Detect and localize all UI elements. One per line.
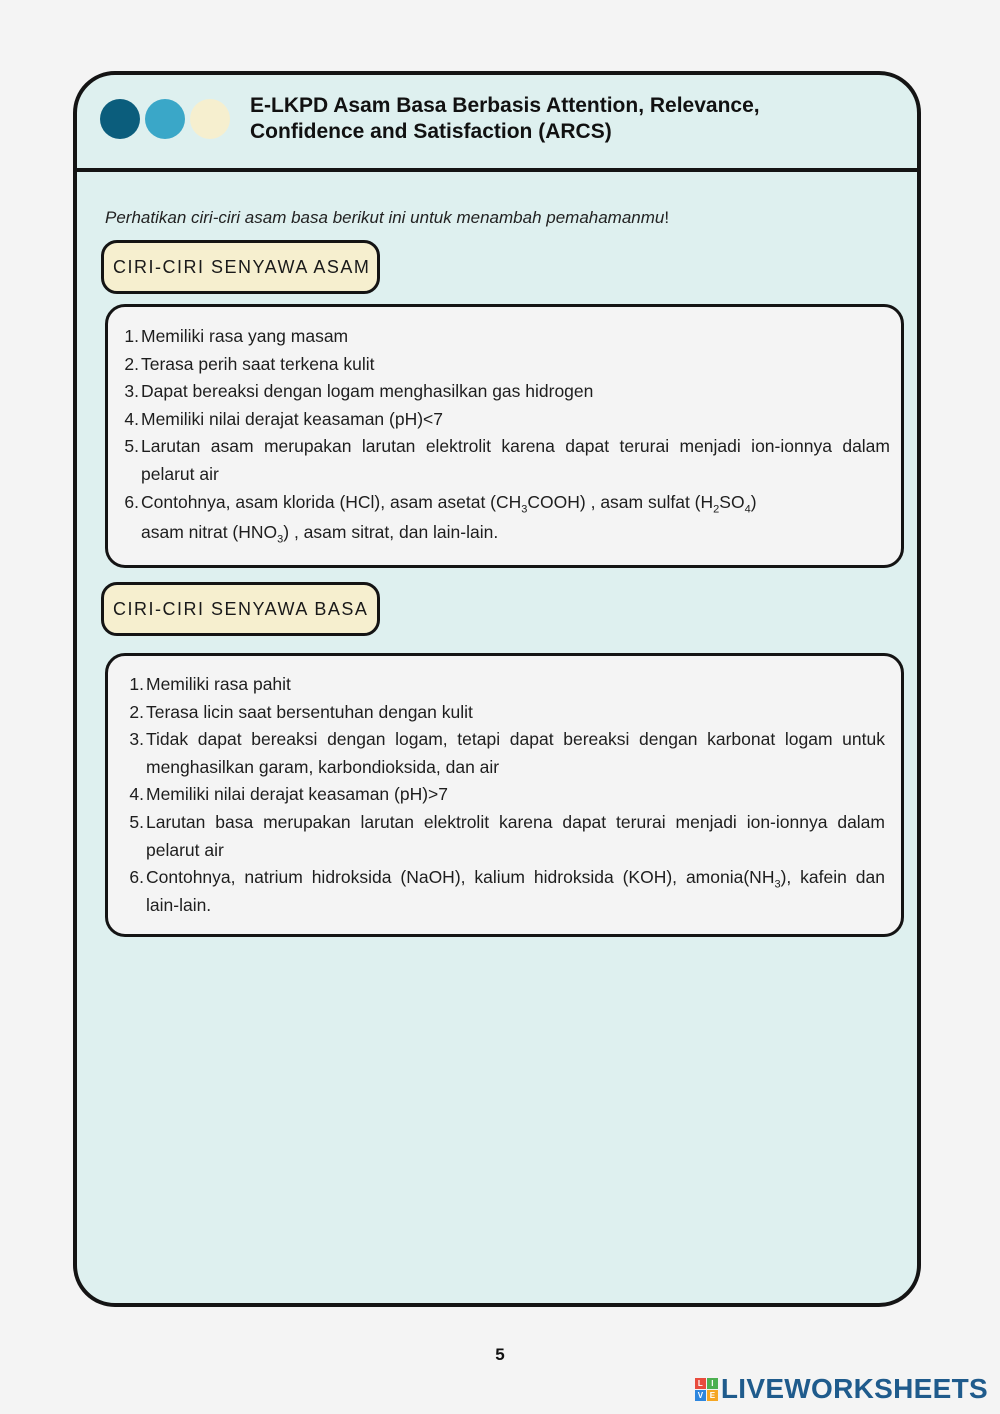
item-text: Dapat bereaksi dengan logam menghasilkan gas hidrogen [141, 381, 594, 402]
item-text: Terasa licin saat bersentuhan dengan kulit [146, 701, 473, 722]
item-text: Memiliki nilai derajat keasaman (pH)<7 [141, 408, 443, 429]
example-text: ), kafein dan lain-lain. [146, 867, 885, 915]
item-text: Memiliki nilai derajat keasaman (pH)>7 [146, 784, 448, 805]
liveworksheets-logo-icon [695, 1378, 718, 1401]
decorative-dot-light [190, 99, 230, 139]
brand-name: LIVEWORKSHEETS [720, 1373, 988, 1404]
item-text: Memiliki rasa yang masam [141, 326, 349, 346]
item-number: 6. [129, 867, 144, 888]
subscript: 4 [744, 503, 751, 516]
item-number: 4. [124, 408, 139, 429]
item-text: Larutan basa merupakan larutan elektrolit karena dapat terurai menjadi ion-ionnya dalam pelarut air [146, 811, 885, 860]
list-item [129, 781, 885, 809]
example-line-2 [141, 519, 890, 547]
worksheet-frame [73, 71, 921, 1307]
list-item [124, 323, 890, 351]
list-item-examples [129, 864, 885, 919]
decorative-dot-mid [145, 99, 185, 139]
item-number: 6. [124, 491, 139, 512]
list-item [129, 809, 885, 864]
title-line-1: E-LKPD Asam Basa Berbasis Attention, Relevance, [250, 94, 760, 117]
list-item [124, 406, 890, 434]
subscript: 2 [713, 503, 720, 516]
subscript: 3 [521, 503, 528, 516]
item-number: 2. [124, 353, 139, 374]
list-item [129, 671, 885, 699]
subscript: 3 [277, 533, 284, 546]
example-text: Contohnya, natrium hidroksida (NaOH), kalium hidroksida (KOH), amonia(NH [146, 867, 775, 888]
page-title [250, 93, 890, 145]
item-text: Tidak dapat bereaksi dengan logam, tetapi dapat bereaksi dengan karbonat logam untuk menghasilkan garam, karbondioksida, dan air [146, 729, 885, 777]
list-item [124, 433, 890, 488]
worksheet-header [77, 75, 917, 172]
example-text: SO [719, 491, 745, 512]
example-text: Contohnya, asam klorida (HCl), asam asetat (CH [141, 491, 522, 512]
asam-heading: CIRI-CIRI SENYAWA ASAM [101, 240, 380, 294]
page-number: 5 [495, 1345, 505, 1364]
title-line-2: Confidence and Satisfaction (ARCS) [250, 120, 612, 143]
list-item-examples [124, 489, 890, 547]
item-number: 2. [129, 701, 144, 722]
basa-list-box [105, 653, 904, 937]
logo-letter: V [695, 1390, 706, 1401]
decorative-dot-dark [100, 99, 140, 139]
item-text: Terasa perih saat terkena kulit [141, 353, 375, 374]
list-item [129, 699, 885, 727]
example-text: COOH) , asam sulfat (H [527, 491, 714, 512]
asam-list [108, 323, 890, 547]
item-number: 5. [129, 811, 144, 832]
asam-list-box [105, 304, 904, 568]
item-number: 1. [129, 674, 144, 694]
list-item [124, 378, 890, 406]
item-number: 1. [124, 326, 139, 346]
example-text: ) [750, 491, 757, 512]
example-text: asam nitrat (HNO [141, 522, 278, 543]
item-number: 4. [129, 784, 144, 805]
list-item [124, 351, 890, 379]
logo-letter: E [707, 1390, 718, 1401]
item-number: 5. [124, 436, 139, 457]
item-text: Larutan asam merupakan larutan elektrolit karena dapat terurai menjadi ion-ionnya dalam pelarut air [141, 436, 890, 484]
example-text: ) , asam sitrat, dan lain-lain. [283, 522, 499, 543]
intro-sentence: Perhatikan ciri-ciri asam basa berikut ini untuk menambah pemahamanmu [105, 208, 665, 227]
basa-heading: CIRI-CIRI SENYAWA BASA [101, 582, 380, 636]
subscript: 3 [774, 878, 781, 891]
item-text: Memiliki rasa pahit [146, 674, 291, 694]
list-item [129, 726, 885, 781]
intro-exclamation: ! [664, 208, 670, 227]
basa-list [108, 671, 885, 919]
logo-letter: I [707, 1378, 718, 1389]
intro-text [105, 208, 865, 228]
item-number: 3. [124, 381, 139, 402]
item-number: 3. [129, 729, 144, 750]
liveworksheets-brand[interactable] [695, 1372, 988, 1406]
example-line-1 [141, 489, 890, 517]
logo-letter: L [695, 1378, 706, 1389]
